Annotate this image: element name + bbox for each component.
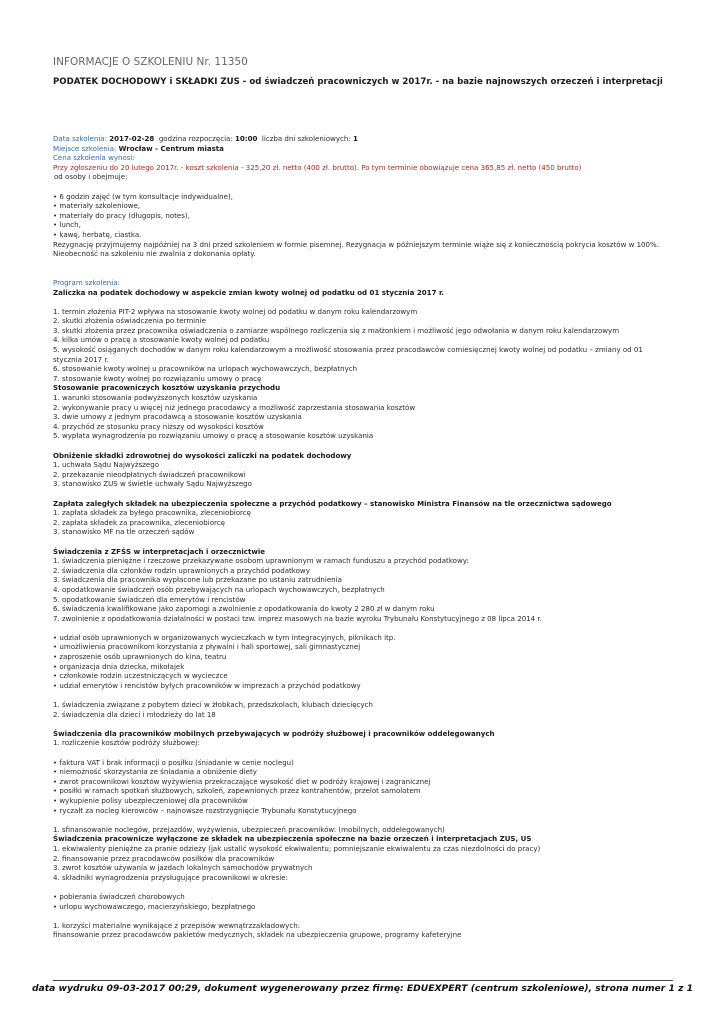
list-item: 3. stanowisko MF na tle orzeczeń sądów: [53, 527, 195, 537]
list-item: 1. ekwiwalenty pieniężne za pranie odzieży (jak ustalić wysokość ekwiwalentu; pomniejszanie ekwiwalentu za czas niezdolności do pracy): [53, 843, 541, 853]
list-item: 5. opodatkowanie świadczeń dla emerytów i rencistów: [53, 594, 246, 604]
bullet-item: • zwrot pracownikowi kosztów wyżywienia przekraczające wysokość diet w podróży krajowej i zagranicznej: [53, 776, 431, 786]
date-label: Data szkolenia:: [53, 134, 107, 143]
list-item: 3. świadczenia dla pracownika wypłacone lub przekazane po ustaniu zatrudnienia: [53, 575, 342, 585]
list-item: 6. stosowanie kwoty wolnej u pracowników na urlopach wychowawczych, bezpłatnych: [53, 364, 358, 374]
list-item: 4. opodatkowanie świadczeń osób przebywających na urlopach wychowawczych, bezpłatnych: [53, 584, 385, 594]
days-value: 1: [353, 134, 358, 143]
bullet-item: • członkowie rodzin uczestniczących w wycieczce: [53, 671, 228, 681]
price-note: od osoby i obejmuje:: [54, 172, 128, 182]
list-item: 2. świadczenia dla dzieci i młodzieży do lat 18: [53, 709, 216, 719]
list-item: 3. stanowisko ZUS w świetle uchwały Sądu Najwyższego: [53, 479, 252, 489]
footer-divider: [53, 980, 673, 981]
list-item: 6. świadczenia kwalifikowane jako zapomogi a zwolnienie z opodatkowania do kwoty 2 280 zł w danym roku: [53, 604, 435, 614]
info-title: INFORMACJE O SZKOLENIU Nr. 11350: [53, 56, 248, 68]
place-label: Miejsce szkolenia:: [53, 143, 117, 153]
list-item: 7. stosowanie kwoty wolnej po rozwiązaniu umowy o pracę: [53, 373, 262, 383]
list-item: 5. wysokość osiąganych dochodów w danym roku kalendarzowym a możliwość stosowania przez pracodawców comiesięcznej kwoty wolnej od podatku – zmiany od 01 stycznia 2017 r.: [53, 345, 643, 364]
bullet-item: • faktura VAT i brak informacji o posiłku (śniadanie w cenie noclegu): [53, 757, 294, 767]
price-label: Cena szkolenia wynosi:: [53, 153, 135, 163]
list-item: 1. świadczenia pieniężne i rzeczowe przekazywane osobom uprawnionym w ramach funduszu a przychód podatkowy:: [53, 556, 469, 566]
training-date-row: [53, 134, 673, 144]
list-item: 1. zapłata składek za byłego pracownika, zleceniobiorcę: [53, 508, 252, 518]
list-item: 4. kilka umów o pracę a stosowanie kwoty wolnej od podatku: [53, 335, 270, 345]
footer-text: data wydruku 09-03-2017 00:29, dokument wygenerowany przez firmę: EDUEXPERT (centrum szkoleniowe), strona numer 1 z 1: [31, 983, 694, 994]
list-item: 3. zwrot kosztów używania w jazdach lokalnych samochodów prywatnych: [53, 863, 313, 873]
bullet-item: • niemożność skorzystania ze śniadania a obniżenie diety: [53, 767, 257, 777]
bullet-item: • organizacja dnia dziecka, mikołajek: [53, 661, 185, 671]
cancellation-text: Rezygnację przyjmujemy najpóźniej na 3 dni przed szkoleniem w formie pisemnej. Rezygnacja w późniejszym terminie wiąże się z koniecznością pokrycia kosztów w 100%. Nieobecność na szkoleniu nie zwalnia z dokonania opłaty.: [53, 239, 659, 259]
list-item: 3. dwie umowy z jednym pracodawcą a stosowanie kosztów uzyskania: [53, 412, 302, 422]
list-item: 2. finansowanie przez pracodawców posiłków dla pracowników: [53, 853, 275, 863]
list-item: 1. rozliczenie kosztów podróży służbowej:: [53, 738, 200, 748]
price-text: Przy zgłoszeniu do 20 lutego 2017r. - koszt szkolenia - 325,20 zł. netto (400 zł. brutto). Po tym terminie obowiązuje cena 365,85 zł. netto (450 brutto): [53, 162, 582, 172]
section-title: Obniżenie składki zdrowotnej do wysokości zaliczki na podatek dochodowy: [53, 450, 352, 460]
list-item: 5. wypłata wynagrodzenia po rozwiązaniu umowy o pracę a stosowanie kosztów uzyskania: [53, 431, 374, 441]
includes-item: • materiały szkoleniowe,: [53, 201, 141, 211]
days-label: liczba dni szkoleniowych:: [261, 134, 351, 143]
list-item: 2. skutki złożenia oświadczenia po terminie: [53, 316, 206, 326]
document-body: [53, 134, 673, 940]
program-label: Program szkolenia:: [53, 277, 120, 287]
list-item: 1. sfinansowanie noclegów, przejazdów, wyżywienia, ubezpieczeń pracowników: (mobilnych; oddelegowanych): [53, 824, 445, 834]
place-value: Wrocław - Centrum miasta: [118, 143, 224, 153]
list-item: 2. zapłata składek za pracownika, zleceniobiorcę: [53, 517, 226, 527]
list-item: 1. świadczenia związane z pobytem dzieci w żłobkach, przedszkolach, klubach dziecięcych: [53, 700, 373, 710]
list-item: 7. zwolnienie z opodatkowania działalności w postaci tzw. imprez masowych na bazie wyroku Trybunału Konstytucyjnego z 08 lipca 2014 r.: [53, 613, 542, 623]
section-title: Świadczenia z ZFŚS w interpretacjach i orzecznictwie: [53, 546, 266, 556]
bullet-item: • ryczałt za nocleg kierowców – najnowsze rozstrzygnięcie Trybunału Konstytucyjnego: [53, 805, 357, 815]
includes-item: • materiały do pracy (długopis, notes),: [53, 210, 190, 220]
includes-item: • 6 godzin zajęć (w tym konsultacje indywidualne),: [53, 191, 233, 201]
bullet-item: • zaproszenie osób uprawnionych do kina, teatru: [53, 652, 227, 662]
bullet-item: • umożliwienia pracownikom korzystania z pływalni i hali sportowej, sali gimnastycznej: [53, 642, 361, 652]
list-item: 1. termin złożenia PIT-2 wpływa na stosowanie kwoty wolnej od podatku w danym roku kalendarzowym: [53, 306, 418, 316]
start-value: 10:00: [234, 134, 258, 143]
section-title: Świadczenia pracownicze wyłączone ze składek na ubezpieczenia społeczne na bazie orzeczeń i interpretacjach ZUS, US: [53, 834, 532, 844]
includes-item: • kawę, herbatę, ciastka.: [53, 229, 142, 239]
list-item: 3. skutki złożenia przez pracownika oświadczenia o zamiarze wspólnego rozliczenia się z małżonkiem i możliwość jego odwołania w danym roku kalendarzowym: [53, 325, 620, 335]
section-title: Świadczenia dla pracowników mobilnych przebywających w podróży służbowej i pracowników oddelegowanych: [53, 728, 495, 738]
bullet-item: • udział emerytów i rencistów byłych pracowników w imprezach a przychód podatkowy: [53, 680, 361, 690]
date-value: 2017-02-28: [109, 134, 155, 143]
list-item: 2. przekazanie nieodpłatnych świadczeń pracownikowi: [53, 469, 246, 479]
bullet-item: • udział osób uprawnionych w organizowanych wycieczkach w tym integracyjnych, piknikach itp.: [53, 632, 396, 642]
bullet-item: • pobierania świadczeń chorobowych: [53, 891, 185, 901]
course-title: PODATEK DOCHODOWY i SKŁADKI ZUS - od świadczeń pracowniczych w 2017r. - na bazie najnowszych orzeczeń i interpretacji: [53, 77, 663, 87]
bullet-item: • wykupienie polisy ubezpieczeniowej dla pracowników: [53, 795, 248, 805]
list-item: 4. przychód ze stosunku pracy niższy od wysokości kosztów: [53, 421, 264, 431]
includes-item: • lunch,: [53, 220, 81, 230]
list-item: 1. warunki stosowania podwyższonych kosztów uzyskania: [53, 393, 258, 403]
list-item: 2. świadczenia dla członków rodzin uprawnionych a przychód podatkowy: [53, 565, 310, 575]
section-title: Zapłata zaległych składek na ubezpieczenia społeczne a przychód podatkowy – stanowisko Ministra Finansów na tle orzecznictwa sądowego: [53, 498, 612, 508]
list-item: 2. wykonywanie pracy u więcej niż jednego pracodawcy a możliwość zaprzestania stosowania kosztów: [53, 402, 416, 412]
list-item: finansowanie przez pracodawców pakietów medycznych, składek na ubezpieczenia grupowe, programy kafeteryjne: [53, 930, 462, 940]
section-title: Stosowanie pracowniczych kosztów uzyskania przychodu: [53, 383, 281, 393]
list-item: 1. uchwała Sądu Najwyższego: [53, 460, 160, 470]
section-title: Zaliczka na podatek dochodowy w aspekcie zmian kwoty wolnej od podatku od 01 stycznia 2017 r.: [53, 287, 445, 297]
bullet-item: • urlopu wychowawczego, macierzyńskiego, bezpłatnego: [53, 901, 256, 911]
list-item: 4. składniki wynagrodzenia przysługujące pracownikowi w okresie:: [53, 872, 288, 882]
place-row: [53, 144, 673, 154]
bullet-item: • posiłki w ramach spotkań służbowych, szkoleń, zapewnionych przez kontrahentów, przelot samolotem: [53, 786, 421, 796]
list-item: 1. korzyści materialne wynikające z przepisów wewnątrzzakładowych:: [53, 920, 301, 930]
start-label: godzina rozpoczęcia:: [158, 134, 233, 143]
